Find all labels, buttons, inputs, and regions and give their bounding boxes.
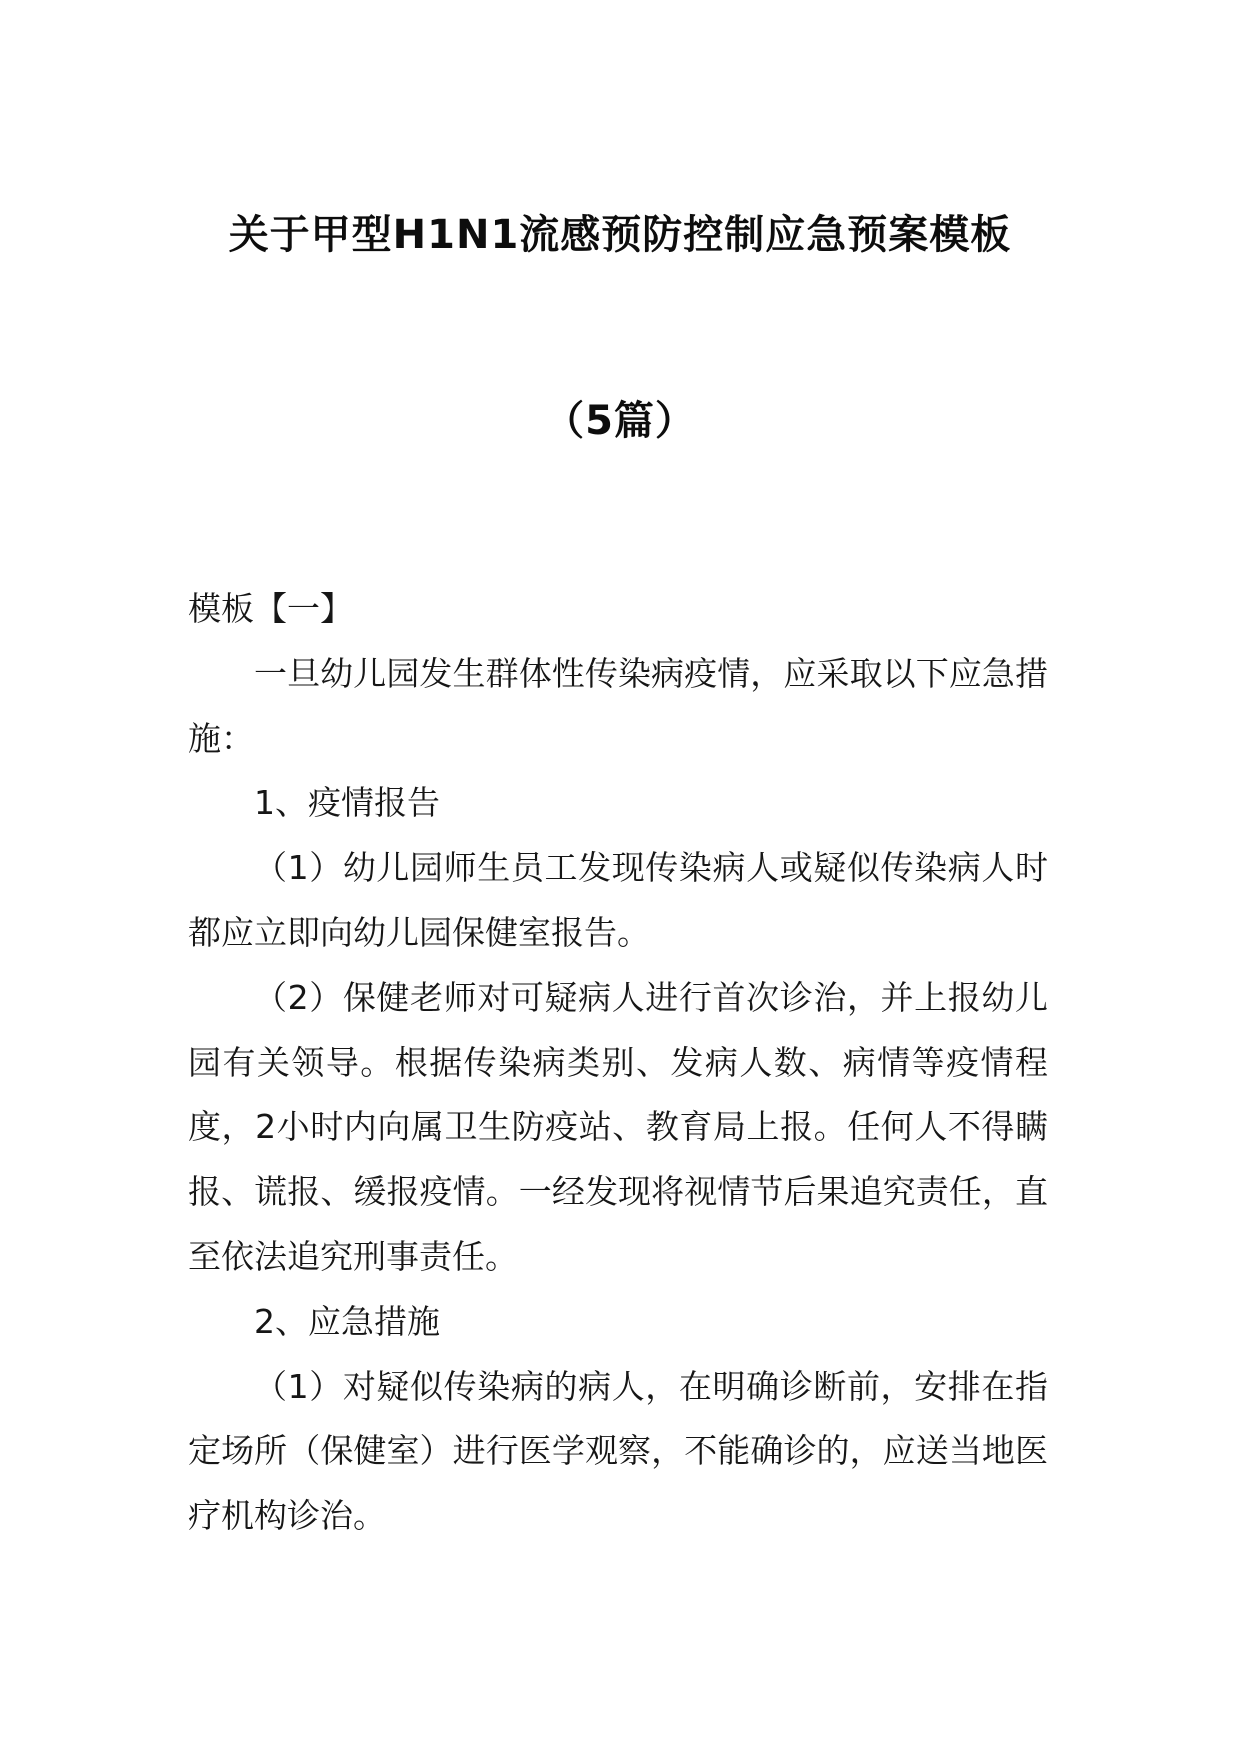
paragraph-report-2: （2）保健老师对可疑病人进行首次诊治，并上报幼儿园有关领导。根据传染病类别、发病人数、病情等疫情程度，2小时内向属卫生防疫站、教育局上报。任何人不得瞒报、谎报、缓报疫情。一经发现将视情节后果追究责任，直至依法追究刑事责任。 [188, 977, 1048, 1276]
paragraph-intro: 一旦幼儿园发生群体性传染病疫情，应采取以下应急措施： [188, 653, 1048, 758]
document-title: 关于甲型H1N1流感预防控制应急预案模板 [228, 212, 1012, 258]
document-body [188, 577, 1048, 1549]
subheading-emergency-measures: 2、应急措施 [254, 1301, 440, 1341]
paragraph-report-1: （1）幼儿园师生员工发现传染病人或疑似传染病人时都应立即向幼儿园保健室报告。 [188, 848, 1048, 952]
section-heading: 模板【一】 [188, 589, 353, 628]
paragraph-measures-1: （1）对疑似传染病的病人，在明确诊断前，安排在指定场所（保健室）进行医学观察，不能确诊的，应送当地医疗机构诊治。 [188, 1366, 1048, 1536]
document-subtitle: （5篇） [544, 398, 696, 444]
subheading-epidemic-report: 1、疫情报告 [254, 783, 440, 823]
